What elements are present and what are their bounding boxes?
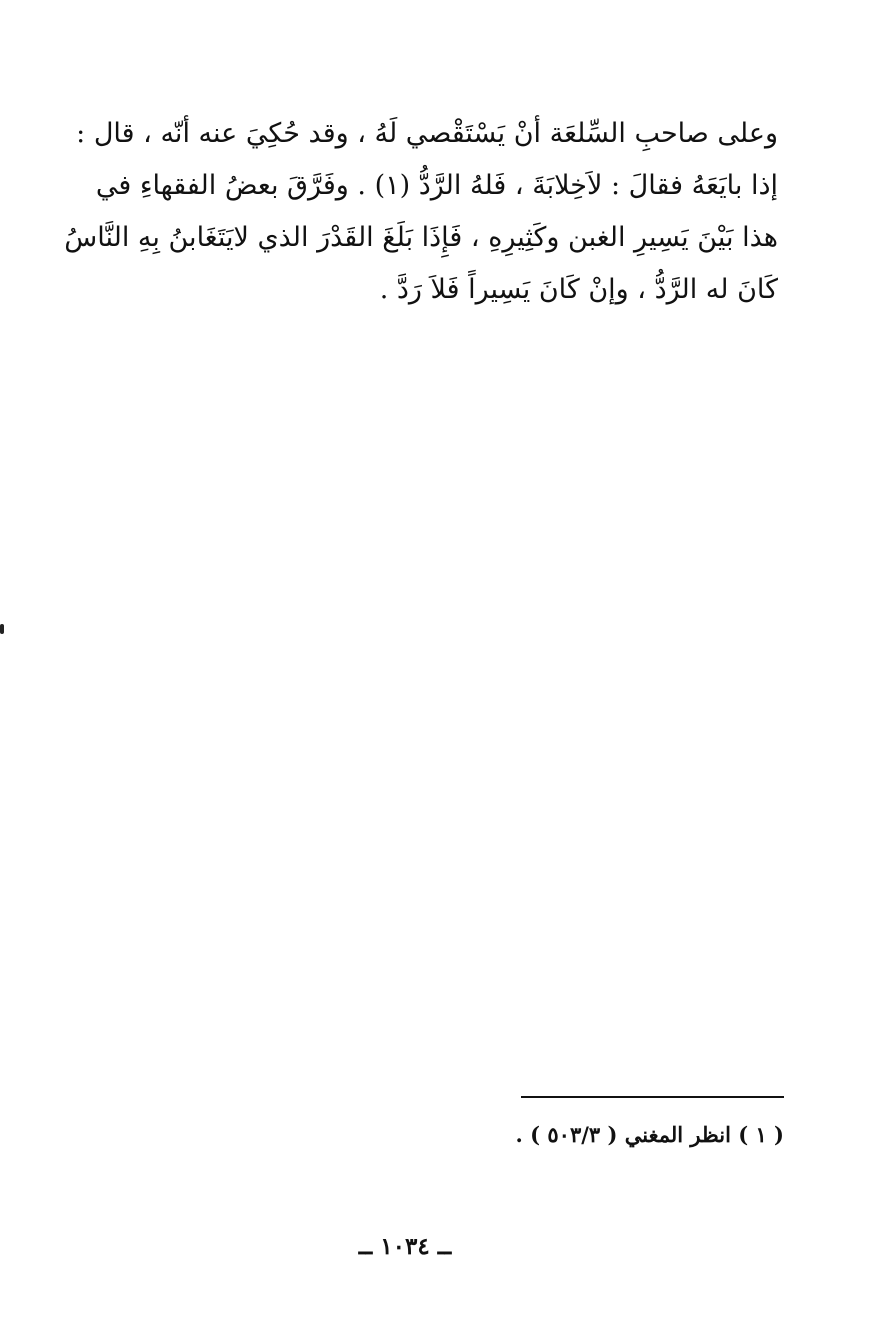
scan-mark [0,624,4,634]
text-line-1: وعلى صاحبِ السِّلعَة أنْ يَسْتَقْصي لَهُ ، وقد حُكِيَ عنه أنّه ، قال : [76,118,778,149]
text-line-4: كَانَ له الرَّدُّ ، وإنْ كَانَ يَسِيراً فَلاَ رَدَّ . [379,274,778,305]
footnote: ( ١ ) انظر المغني ( ٥٠٣/٣ ) . [515,1122,784,1147]
page-number: ــ ١٠٣٤ ــ [358,1233,452,1260]
main-text-block [64,108,778,316]
footnote-separator [521,1096,784,1098]
text-line-2: إذا بايَعَهُ فقالَ : لاَخِلابَةَ ، فَلهُ الرَّدُّ (١) . وفَرَّقَ بعضُ الفقهاءِ في [95,170,778,201]
text-line-3: هذا بَيْنَ يَسِيرِ الغبن وكَثِيرِهِ ، فَإِذَا بَلَغَ القَدْرَ الذي لايَتَغَابنُ بِهِ النَّاسُ [64,222,778,253]
